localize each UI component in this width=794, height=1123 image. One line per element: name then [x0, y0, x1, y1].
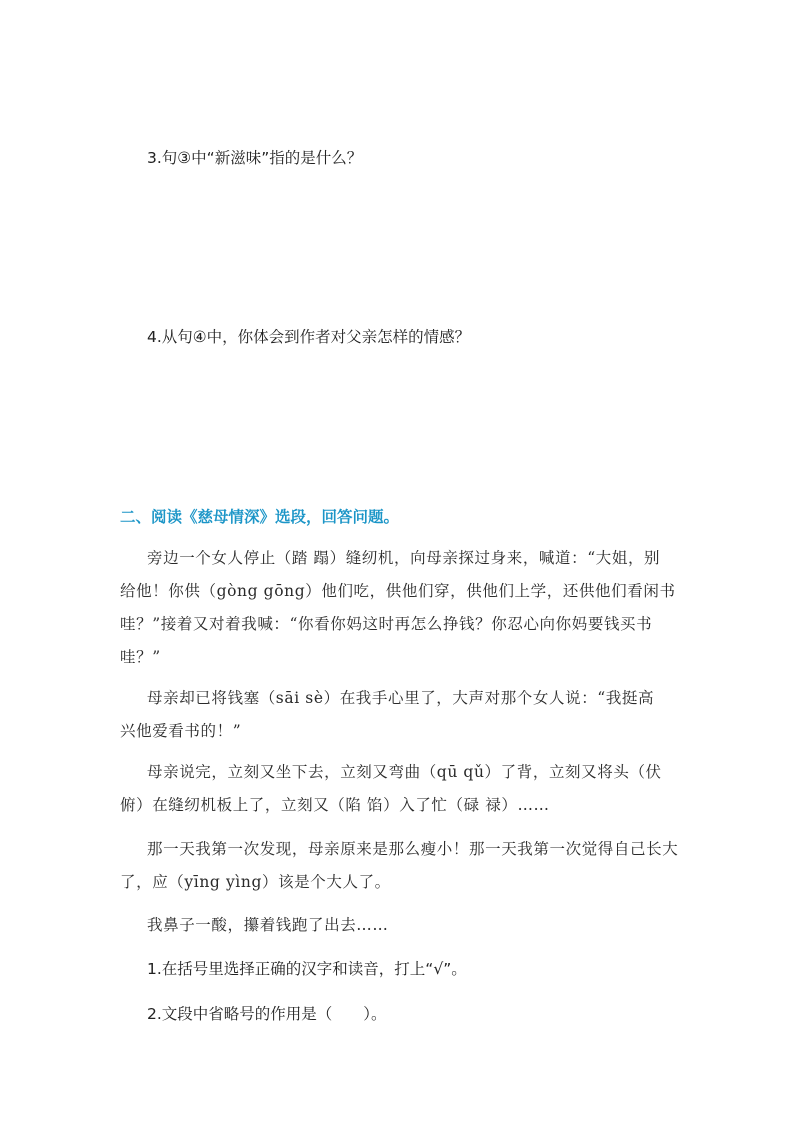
passage-line: 母亲说完，立刻又坐下去，立刻又弯曲（qū qǔ）了背，立刻又将头（伏: [147, 763, 662, 781]
passage-line: 哇？”: [120, 648, 161, 666]
passage-line: 了，应（yīng yìng）该是个大人了。: [120, 873, 391, 891]
passage-line: 哇？”接着又对着我喊：“你看你妈这时再怎么挣钱？你忍心向你妈要钱买书: [120, 615, 653, 633]
passage-line: 兴他爱看书的！”: [120, 722, 242, 740]
passage-line: 给他！你供（gòng gōng）他们吃，供他们穿，供他们上学，还供他们看闲书: [120, 582, 676, 600]
passage-line: 那一天我第一次发现，母亲原来是那么瘦小！那一天我第一次觉得自己长大: [147, 840, 679, 858]
question-1: 1.在括号里选择正确的汉字和读音，打上“√”。: [147, 960, 467, 978]
passage-line: 母亲却已将钱塞（sāi sè）在我手心里了，大声对那个女人说：“我挺高: [147, 689, 655, 707]
question-2: 2.文段中省略号的作用是（ ）。: [147, 1005, 387, 1023]
question-3: 3.句③中“新滋味”指的是什么？: [147, 149, 363, 167]
passage-line: 旁边一个女人停止（踏 蹋）缝纫机，向母亲探过身来，喊道：“大姐，别: [147, 549, 661, 567]
section-heading: 二、阅读《慈母情深》选段，回答问题。: [120, 508, 400, 526]
passage-line: 我鼻子一酸，攥着钱跑了出去……: [147, 916, 389, 934]
passage-line: 俯）在缝纫机板上了，立刻又（陷 馅）入了忙（碌 禄）……: [120, 796, 550, 814]
question-4: 4.从句④中，你体会到作者对父亲怎样的情感？: [147, 328, 471, 346]
